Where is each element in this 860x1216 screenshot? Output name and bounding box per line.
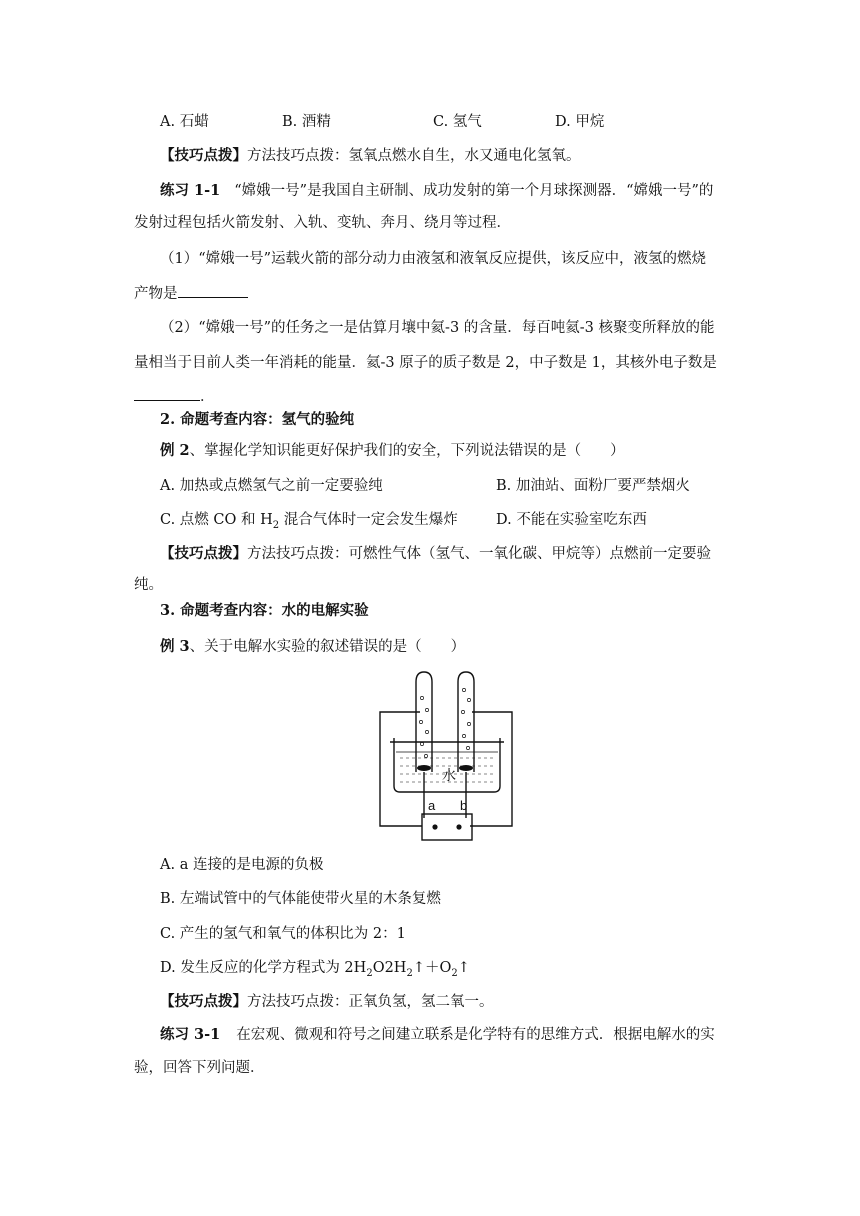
- q1-option-b: B. 酒精: [282, 114, 331, 130]
- electrolysis-apparatus-diagram: [372, 668, 520, 844]
- exercise-1-1-part1-line2: 产物是: [134, 283, 248, 304]
- right-test-tube: [458, 672, 474, 772]
- electrode-a: [417, 765, 431, 771]
- exercise-3-1-line2: 验，回答下列问题．: [134, 1060, 265, 1076]
- exercise-3-1-line1: 练习 3-1 在宏观、微观和符号之间建立联系是化学特有的思维方式．根据电解水的实: [160, 1026, 715, 1043]
- exercise-1-1-part1-line1: （1）“嫦娥一号”运载火箭的部分动力由液氢和液氧反应提供，该反应中，液氢的燃烧: [160, 251, 707, 267]
- example-3-option-d: D. 发生反应的化学方程式为 $2H_2O2H_2↑+O_2↑$: [160, 960, 470, 979]
- q1-option-d: D. 甲烷: [555, 114, 605, 130]
- left-test-tube: [416, 672, 432, 772]
- electrode-b: [459, 765, 473, 771]
- example-3-question: 例 3、关于电解水实验的叙述错误的是（ ）: [160, 638, 466, 655]
- example-3-option-b: B. 左端试管中的气体能使带火星的木条复燃: [160, 891, 441, 907]
- exercise-label: 练习 1-1: [160, 182, 221, 199]
- example-3-option-a: A. a 连接的是电源的负极: [160, 857, 324, 873]
- q1-option-c: C. 氢气: [433, 114, 482, 130]
- tip-text: 方法技巧点拨：氢氧点燃水自生，水又通电化氢氧。: [247, 148, 581, 164]
- tip-2-line1: 【技巧点拨】方法技巧点拨：可燃性气体（氢气、一氧化碳、甲烷等）点燃前一定要验: [160, 545, 711, 562]
- tip-3: 【技巧点拨】方法技巧点拨：正氧负氢，氢二氧一。: [160, 993, 494, 1010]
- example-2-option-a: A. 加热或点燃氢气之前一定要验纯: [160, 478, 383, 494]
- power-supply: [422, 814, 472, 840]
- example-2-option-b: B. 加油站、面粉厂要严禁烟火: [496, 478, 690, 494]
- exercise-1-1-line2: 发射过程包括火箭发射、入轨、变轨、奔月、绕月等过程．: [134, 215, 511, 231]
- q1-option-a: A. 石蜡: [160, 114, 209, 130]
- tip-2-line2: 纯。: [134, 577, 163, 593]
- exercise-1-1-part2-line1: （2）“嫦娥一号”的任务之一是估算月壤中氦-3 的含量．每百吨氦-3 核聚变所释放的能: [160, 320, 715, 336]
- exercise-1-1-part2-line2: 量相当于目前人类一年消耗的能量．氦-3 原子的质子数是 2，中子数是 1，其核外电子数是: [134, 355, 717, 371]
- section-3-heading: 3. 命题考查内容：水的电解实验: [160, 602, 369, 619]
- water-label: 水: [442, 769, 456, 784]
- example-2-question: 例 2、掌握化学知识能更好保护我们的安全，下列说法错误的是（ ）: [160, 442, 625, 459]
- tip-label: 【技巧点拨】: [160, 147, 247, 164]
- electrode-b-label: b: [460, 798, 468, 813]
- example-3-option-c: C. 产生的氢气和氧气的体积比为 2：1: [160, 926, 406, 942]
- tip-1: [160, 146, 581, 166]
- exercise-1-1-line1: 练习 1-1 “嫦娥一号”是我国自主研制、成功发射的第一个月球探测器．“嫦娥一号”的: [160, 182, 714, 199]
- answer-blank[interactable]: [134, 386, 200, 401]
- electrode-a-label: a: [428, 798, 436, 813]
- exercise-1-1-part2-line3: ．: [134, 386, 215, 407]
- section-2-heading: 2. 命题考查内容：氢气的验纯: [160, 411, 355, 428]
- example-2-option-d: D. 不能在实验室吃东西: [496, 512, 647, 528]
- example-2-option-c: C. 点燃 CO 和 $H_2$ 混合气体时一定会发生爆炸: [160, 512, 458, 531]
- answer-blank[interactable]: [178, 283, 248, 298]
